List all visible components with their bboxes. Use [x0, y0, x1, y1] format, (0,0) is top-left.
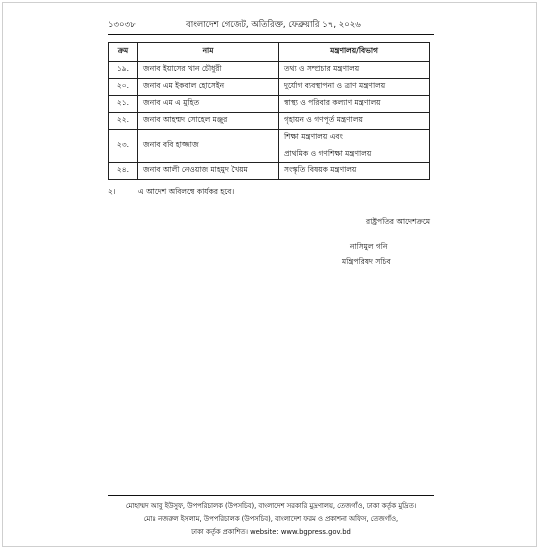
row-ministry: দুর্যোগ ব্যবস্থাপনা ও ত্রাণ মন্ত্রণালয়	[279, 79, 430, 96]
table-row	[109, 163, 430, 180]
signatory-name: নাসিমুল গনি	[350, 242, 388, 251]
table-row	[109, 130, 430, 163]
row-name: জনাব ববি হাজ্জাজ	[138, 130, 279, 163]
row-ministry: স্বাস্থ্য ও পরিবার কল্যাণ মন্ত্রণালয়	[279, 96, 430, 113]
row-serial: ২১.	[109, 96, 138, 113]
table-row	[109, 113, 430, 130]
signature-order-line: রাষ্ট্রপতির আদেশক্রমে	[365, 217, 430, 226]
row-ministry-line2: প্রাথমিক ও গণশিক্ষা মন্ত্রণালয়	[284, 148, 372, 158]
footer-line-2: মোঃ নজরুল ইসলাম, উপপরিচালক (উপসচিব), বাংলাদেশ ফরম ও প্রকাশনা অফিস, তেজগাঁও,	[143, 515, 399, 523]
table-header-row	[109, 43, 430, 62]
table-row	[109, 96, 430, 113]
row-ministry: সংস্কৃতি বিষয়ক মন্ত্রণালয়	[279, 163, 430, 180]
row-ministry: তথ্য ও সম্প্রচার মন্ত্রণালয়	[279, 62, 430, 79]
row-ministry: গৃহায়ন ও গণপূর্ত মন্ত্রণালয়	[279, 113, 430, 130]
col-header-serial: ক্রম	[109, 43, 138, 62]
row-name: জনাব আলী নেওয়াজ মাহমুদ খৈয়ম	[138, 163, 279, 180]
row-ministry	[279, 130, 430, 163]
row-serial: ১৯.	[109, 62, 138, 79]
row-serial: ২৩.	[109, 130, 138, 163]
row-serial: ২৪.	[109, 163, 138, 180]
page-number: ১৩০৩৮	[108, 20, 136, 30]
footer-divider	[108, 495, 434, 496]
row-name: জনাব এম এ মুহিত	[138, 96, 279, 113]
col-header-name: নাম	[138, 43, 279, 62]
row-serial: ২০.	[109, 79, 138, 96]
signature-block	[300, 217, 430, 277]
row-ministry-line1: শিক্ষা মন্ত্রণালয় এবং	[284, 131, 343, 141]
printer-footer	[108, 500, 434, 539]
gazette-title: বাংলাদেশ গেজেট, অতিরিক্ত, ফেব্রুয়ারি ১৭, ২০২৬	[186, 20, 361, 30]
clause-number: ২।	[108, 187, 116, 196]
col-header-ministry: মন্ত্রণালয়/বিভাগ	[279, 43, 430, 62]
row-serial: ২২.	[109, 113, 138, 130]
ministry-allocation-table	[108, 42, 430, 180]
clause-text: এ আদেশ অবিলম্বে কার্যকর হবে।	[138, 187, 235, 196]
row-name: জনাব ইয়াসের খান চৌধুরী	[138, 62, 279, 79]
gazette-header	[108, 18, 434, 32]
row-name: জনাব আহম্মদ সোহেল মঞ্জুর	[138, 113, 279, 130]
header-divider	[108, 34, 434, 35]
signatory-designation: মন্ত্রিপরিষদ সচিব	[342, 257, 391, 266]
footer-line-3: ঢাকা কর্তৃক প্রকাশিত। website: www.bgpress.gov.bd	[191, 528, 351, 536]
row-name: জনাব এম ইকবাল হোসেইন	[138, 79, 279, 96]
effective-order-clause	[108, 187, 428, 199]
table-row	[109, 62, 430, 79]
footer-line-1: মোহাম্মদ আবু ইউসুফ, উপপরিচালক (উপসচিব), বাংলাদেশ সরকারি মুদ্রণালয়, তেজগাঁও, ঢাকা কর্তৃক মুদ্রিত।	[125, 502, 417, 510]
table-row	[109, 79, 430, 96]
